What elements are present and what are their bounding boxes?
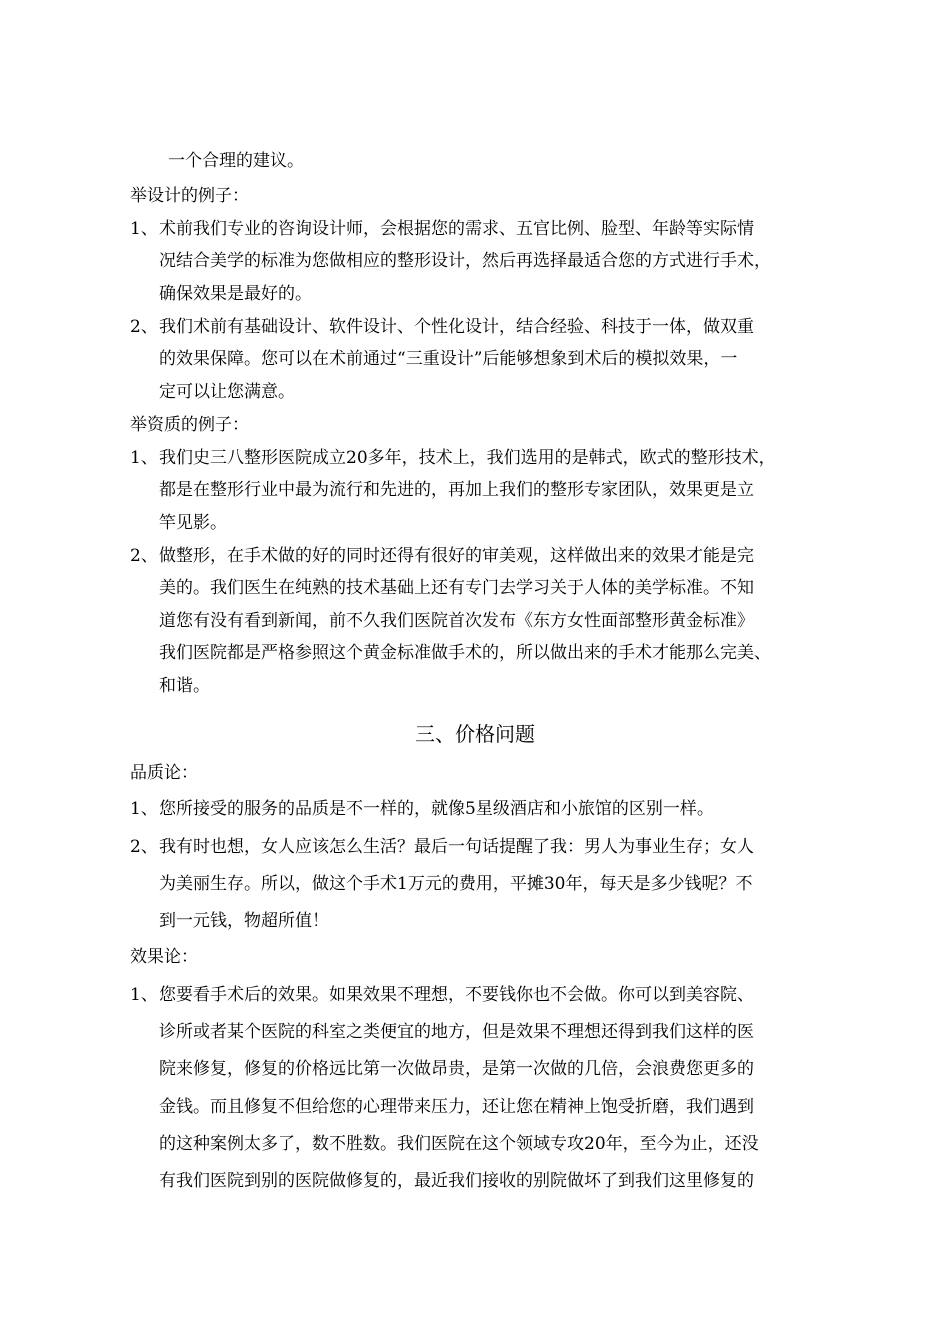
design-examples-heading: 举设计的例子： — [130, 186, 249, 206]
paragraph-line: 况结合美学的标准为您做相应的整形设计，然后再选择最适合您的方式进行手术， — [159, 251, 771, 271]
paragraph-line: 我们医院都是严格参照这个黄金标准做手术的，所以做出来的手术才能那么完美、 — [159, 643, 771, 663]
section-title: 三、价格问题 — [415, 722, 535, 746]
list-number: 2、 — [130, 837, 158, 857]
paragraph-line: 做整形，在手术做的好的同时还得有很好的审美观，这样做出来的效果才能是完 — [159, 546, 754, 566]
paragraph-line: 您所接受的服务的品质是不一样的，就像5星级酒店和小旅馆的区别一样。 — [159, 799, 714, 819]
paragraph-line: 诊所或者某个医院的科室之类便宜的地方，但是效果不理想还得到我们这样的医 — [159, 1022, 754, 1042]
paragraph-line: 有我们医院到别的医院做修复的，最近我们接收的别院做坏了到我们这里修复的 — [159, 1171, 754, 1191]
paragraph-line: 我们术前有基础设计、软件设计、个性化设计，结合经验、科技于一体，做双重 — [159, 317, 754, 337]
quality-theory-heading: 品质论： — [130, 763, 198, 783]
paragraph-line: 为美丽生存。所以，做这个手术1万元的费用，平摊30年，每天是多少钱呢？不 — [159, 874, 753, 894]
list-number: 2、 — [130, 546, 158, 566]
paragraph-line: 都是在整形行业中最为流行和先进的，再加上我们的整形专家团队，效果更是立 — [159, 480, 754, 500]
paragraph-line: 和谐。 — [159, 676, 210, 696]
list-number: 1、 — [130, 219, 158, 239]
list-number: 1、 — [130, 448, 158, 468]
list-number: 1、 — [130, 985, 158, 1005]
paragraph-line: 的效果保障。您可以在术前通过“三重设计”后能够想象到术后的模拟效果，一 — [159, 349, 738, 369]
paragraph-line: 确保效果是最好的。 — [159, 284, 312, 304]
quality-examples-heading: 举资质的例子： — [130, 415, 249, 435]
paragraph-line: 我有时也想，女人应该怎么生活？最后一句话提醒了我：男人为事业生存；女人 — [159, 837, 754, 857]
intro-continuation: 一个合理的建议。 — [168, 151, 304, 171]
paragraph-line: 道您有没有看到新闻，前不久我们医院首次发布《东方女性面部整形黄金标准》 — [159, 611, 754, 631]
list-number: 2、 — [130, 317, 158, 337]
paragraph-line: 院来修复，修复的价格远比第一次做昂贵，是第一次做的几倍，会浪费您更多的 — [159, 1059, 754, 1079]
paragraph-line: 金钱。而且修复不但给您的心理带来压力，还让您在精神上饱受折磨，我们遇到 — [159, 1097, 754, 1117]
paragraph-line: 的这种案例太多了，数不胜数。我们医院在这个领域专攻20年，至今为止，还没 — [159, 1134, 759, 1154]
paragraph-line: 术前我们专业的咨询设计师，会根据您的需求、五官比例、脸型、年龄等实际情 — [159, 219, 754, 239]
paragraph-line: 美的。我们医生在纯熟的技术基础上还有专门去学习关于人体的美学标准。不知 — [159, 578, 754, 598]
effect-theory-heading: 效果论： — [130, 947, 198, 967]
paragraph-line: 您要看手术后的效果。如果效果不理想，不要钱你也不会做。你可以到美容院、 — [159, 985, 754, 1005]
list-number: 1、 — [130, 799, 158, 819]
paragraph-line: 到一元钱，物超所值！ — [159, 911, 329, 931]
paragraph-line: 竿见影。 — [159, 513, 227, 533]
paragraph-line: 我们史三八整形医院成立20多年，技术上，我们选用的是韩式，欧式的整形技术， — [159, 448, 776, 468]
paragraph-line: 定可以让您满意。 — [159, 382, 295, 402]
